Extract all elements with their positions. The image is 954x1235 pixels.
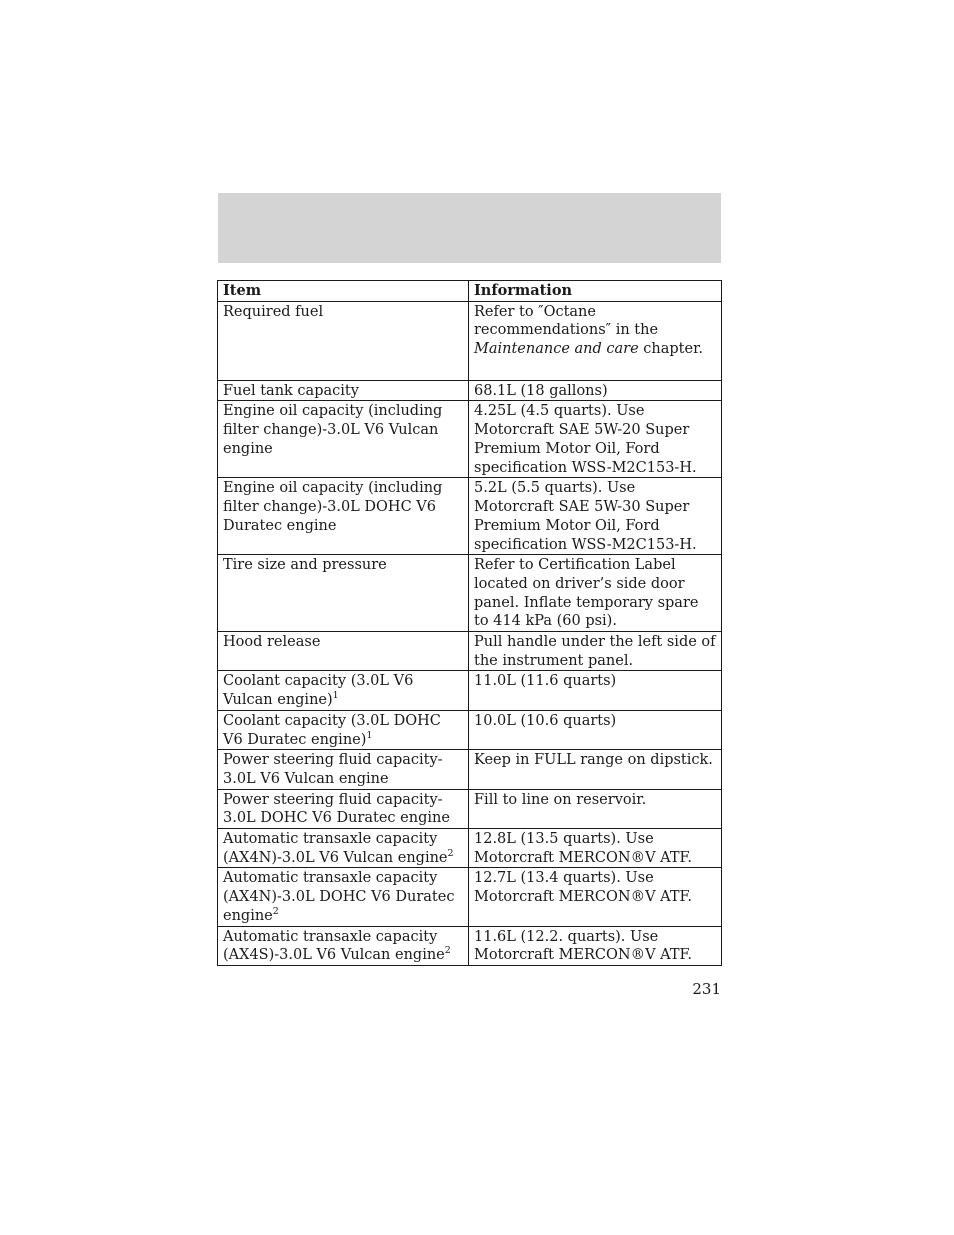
information-text: 12.7L (13.4 quarts). Use Motorcraft MERCON®V ATF. [474, 870, 692, 906]
information-cell [469, 478, 722, 555]
information-text: 11.0L (11.6 quarts) [474, 673, 617, 690]
item-text: Coolant capacity (3.0L DOHC V6 Duratec engine) [223, 712, 441, 748]
item-cell [218, 868, 469, 926]
information-cell [469, 380, 722, 401]
table-row [218, 926, 722, 965]
item-cell [218, 789, 469, 828]
table-row [218, 868, 722, 926]
item-text: Automatic transaxle capacity (AX4S)-3.0L V6 Vulcan engine [223, 928, 445, 964]
information-cell [469, 829, 722, 868]
item-text: Fuel tank capacity [223, 382, 359, 399]
item-text: Automatic transaxle capacity (AX4N)-3.0L DOHC V6 Duratec engine [223, 870, 455, 924]
footnote-marker: 2 [447, 847, 454, 859]
information-text: Pull handle under the left side of the instrument panel. [474, 634, 716, 669]
information-cell [469, 401, 722, 478]
item-text: Hood release [223, 634, 321, 651]
information-cell [469, 750, 722, 789]
item-cell [218, 301, 469, 380]
information-cell [469, 301, 722, 380]
information-text: 5.2L (5.5 quarts). Use Motorcraft SAE 5W-30 Super Premium Motor Oil, Ford specification WSS-M2C153-H. [474, 480, 697, 553]
table-row [218, 301, 722, 380]
information-text: 68.1L (18 gallons) [474, 382, 608, 399]
item-text: Power steering fluid capacity-3.0L DOHC V6 Duratec engine [223, 791, 450, 827]
item-cell [218, 380, 469, 401]
item-cell [218, 750, 469, 789]
chapter-reference: Maintenance and care [474, 341, 639, 358]
item-cell [218, 632, 469, 671]
item-text: Coolant capacity (3.0L V6 Vulcan engine) [223, 673, 414, 709]
footnote-marker: 1 [366, 729, 373, 741]
specifications-table [217, 280, 722, 966]
information-text: 4.25L (4.5 quarts). Use Motorcraft SAE 5W-20 Super Premium Motor Oil, Ford specification WSS-M2C153-H. [474, 403, 697, 476]
page-number: 231 [692, 980, 721, 998]
section-header-band [218, 193, 721, 263]
table-row [218, 829, 722, 868]
information-cell [469, 710, 722, 749]
footnote-marker: 2 [272, 905, 279, 917]
item-cell [218, 671, 469, 710]
item-cell [218, 926, 469, 965]
table-row [218, 789, 722, 828]
table-row [218, 401, 722, 478]
item-text: Power steering fluid capacity-3.0L V6 Vulcan engine [223, 752, 443, 787]
column-header-information: Information [469, 281, 722, 302]
column-header-item: Item [218, 281, 469, 302]
information-text: Refer to Certification Label located on driver’s side door panel. Inflate temporary spare to 414 kPa (60 psi). [474, 557, 699, 630]
information-text: Fill to line on reservoir. [474, 791, 647, 808]
footnote-marker: 1 [332, 690, 339, 702]
item-cell [218, 710, 469, 749]
table-row [218, 555, 722, 632]
information-text: 10.0L (10.6 quarts) [474, 712, 617, 729]
item-text: Automatic transaxle capacity (AX4N)-3.0L V6 Vulcan engine [223, 831, 448, 866]
information-text: 12.8L (13.5 quarts). Use Motorcraft MERCON®V ATF. [474, 831, 692, 866]
item-cell [218, 829, 469, 868]
item-cell [218, 555, 469, 632]
information-cell [469, 555, 722, 632]
information-text: Keep in FULL range on dipstick. [474, 752, 713, 769]
information-cell [469, 789, 722, 828]
table-row [218, 380, 722, 401]
item-text: Engine oil capacity (including filter change)-3.0L V6 Vulcan engine [223, 403, 443, 457]
table-row [218, 710, 722, 749]
table-row [218, 632, 722, 671]
footnote-marker: 2 [444, 945, 451, 957]
item-cell [218, 401, 469, 478]
information-cell [469, 926, 722, 965]
information-cell [469, 632, 722, 671]
information-cell [469, 671, 722, 710]
item-text: Engine oil capacity (including filter change)-3.0L DOHC V6 Duratec engine [223, 480, 443, 534]
table-row [218, 750, 722, 789]
information-text: 11.6L (12.2. quarts). Use Motorcraft MERCON®V ATF. [474, 928, 692, 964]
item-cell [218, 478, 469, 555]
table-header-row [218, 281, 722, 302]
information-cell [469, 868, 722, 926]
information-text: Refer to ″Octane recommendations″ in the [474, 303, 659, 339]
item-text: Tire size and pressure [223, 557, 387, 574]
item-text: Required fuel [223, 303, 324, 320]
information-text-end: chapter. [638, 341, 704, 358]
table-row [218, 671, 722, 710]
table-row [218, 478, 722, 555]
